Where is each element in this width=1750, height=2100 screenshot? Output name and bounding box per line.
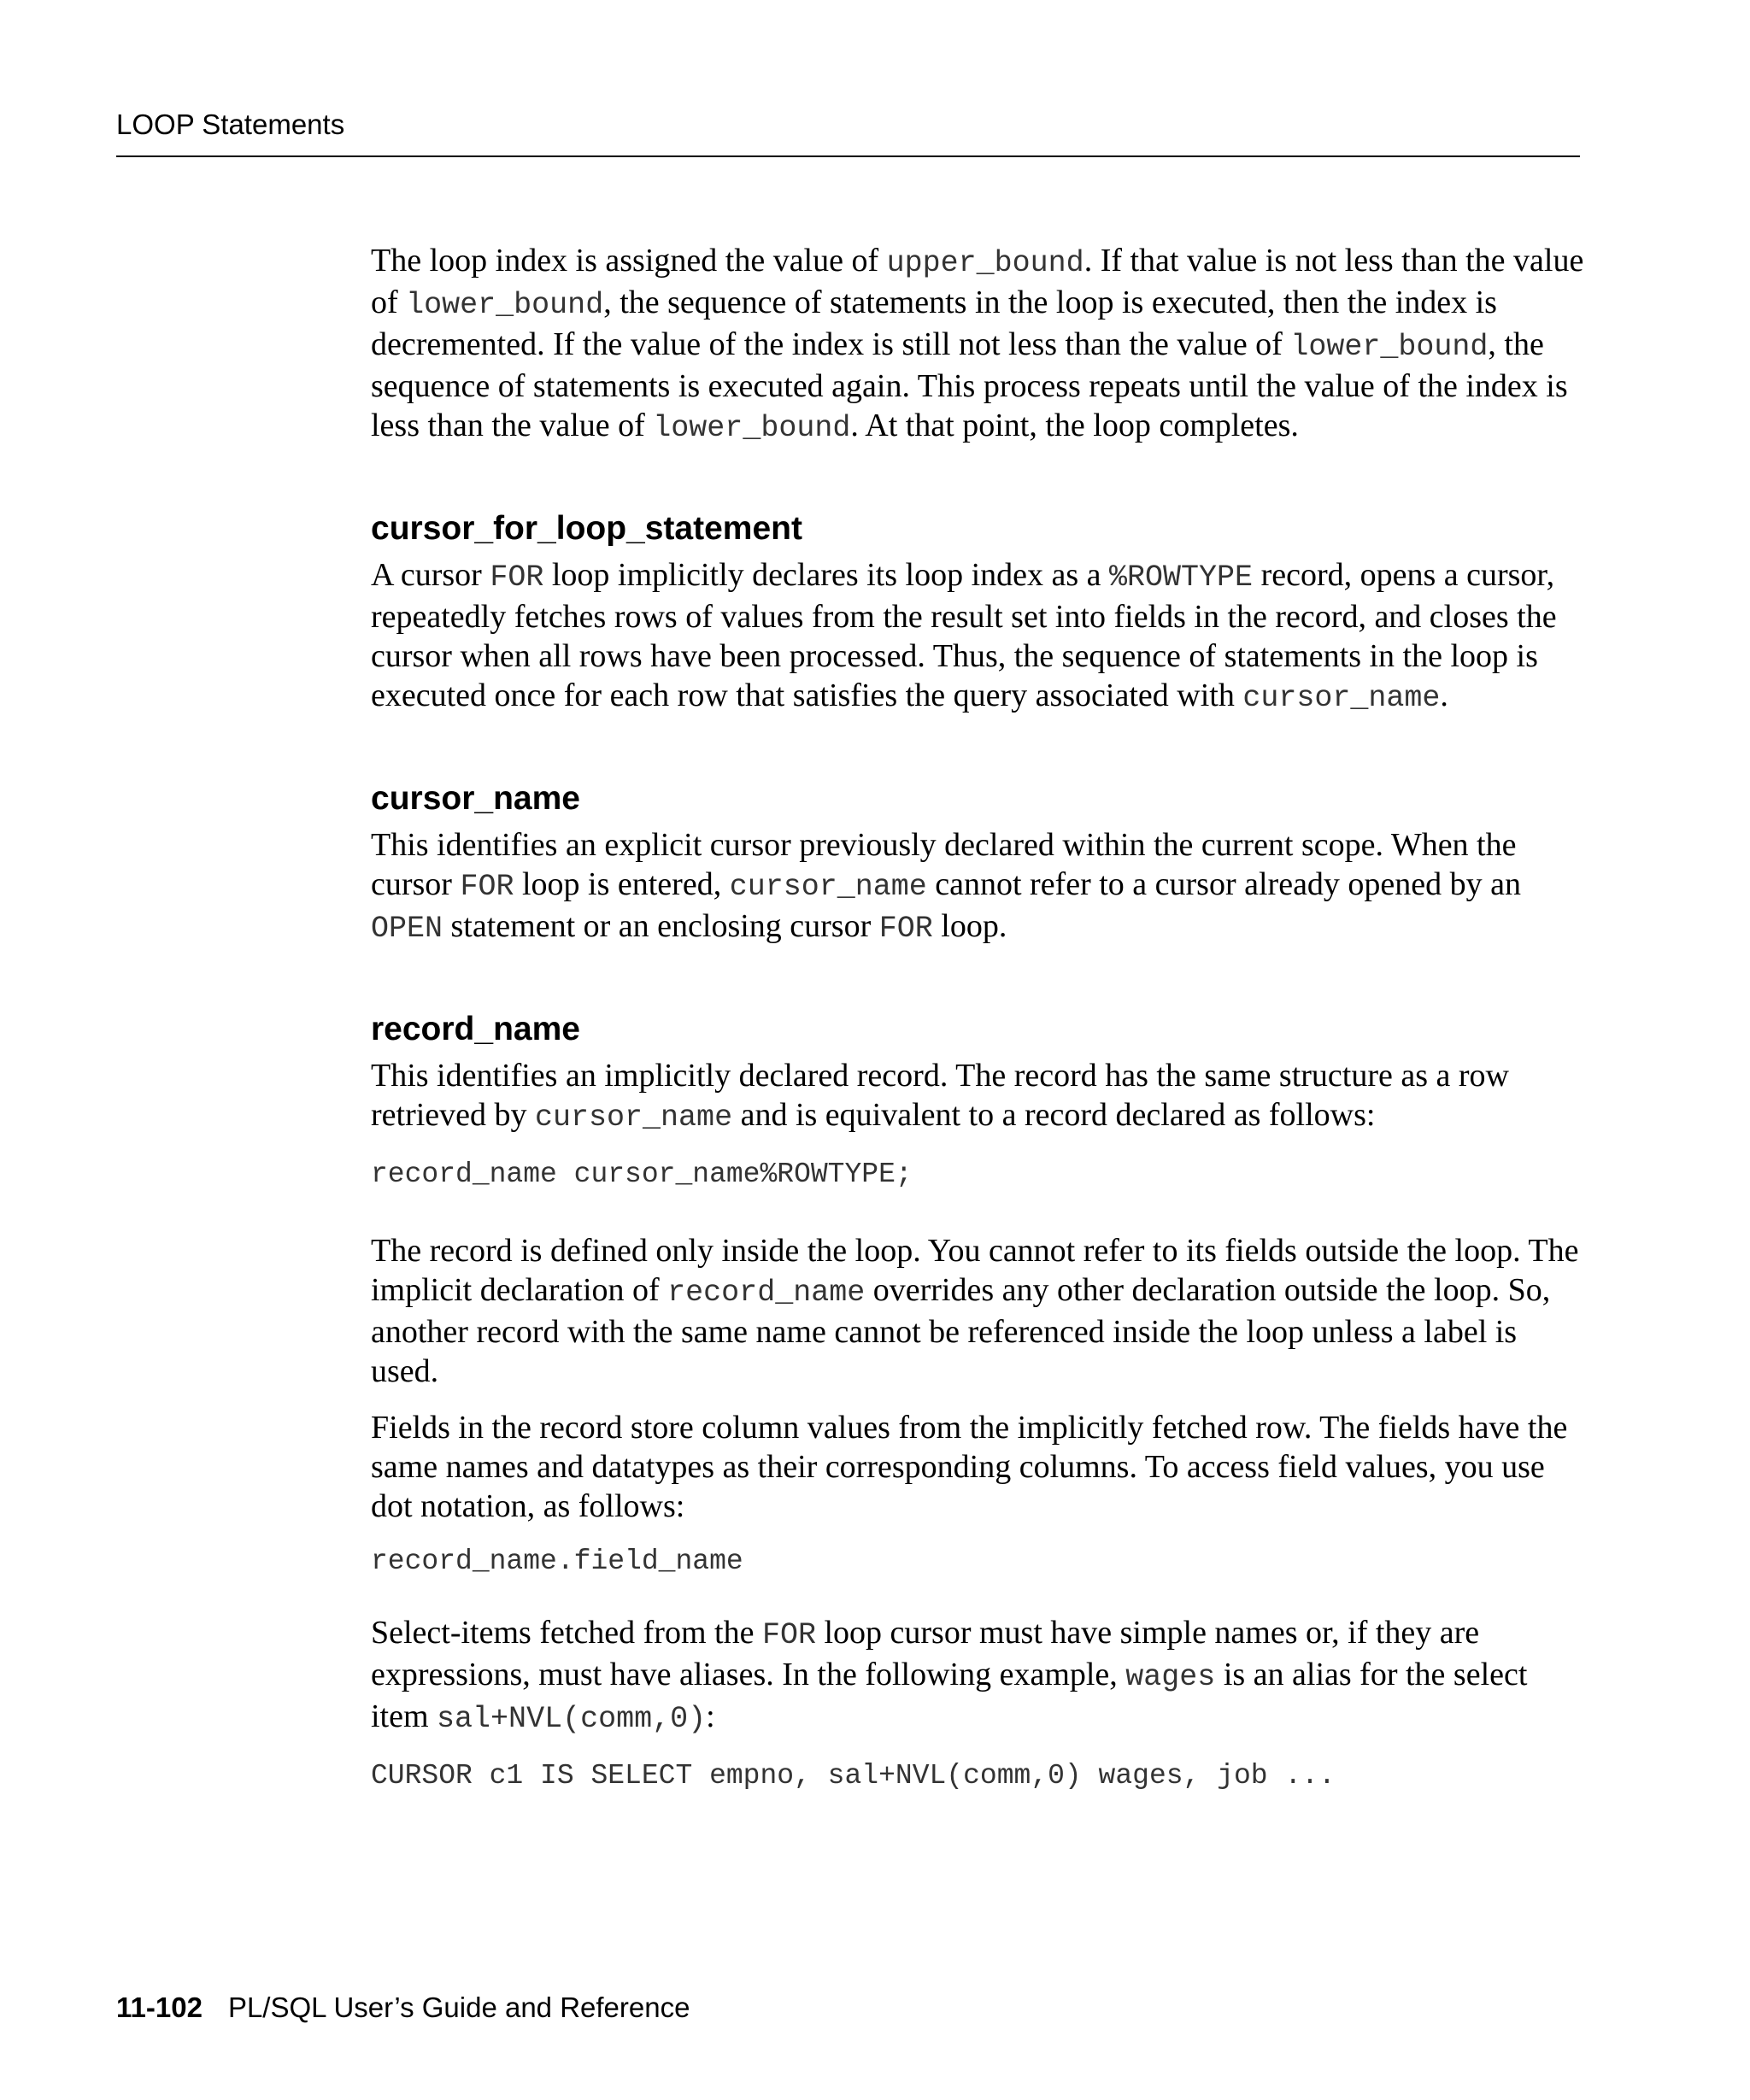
code-example-rowtype: record_name cursor_name%ROWTYPE; <box>371 1159 913 1190</box>
cursor-for-loop-paragraph: A cursor FOR loop implicitly declares its loop index as a %ROWTYPE record, opens a cursor, repeatedly fetches rows of values from the result set into fields in the record, and closes the cursor when all rows have been processed. Thus, the sequence of statements in the loop is executed once for each row that satisfies the query associated with cursor_name. <box>371 557 1557 715</box>
inline-code: upper_bound <box>886 246 1084 280</box>
inline-code: cursor_name <box>729 870 927 904</box>
book-title: PL/SQL User’s Guide and Reference <box>227 1991 690 2023</box>
running-header: LOOP Statements <box>116 109 345 140</box>
inline-code: record_name <box>667 1276 866 1310</box>
page-number: 11-102 <box>116 1991 203 2023</box>
inline-code: sal+NVL(comm,0) <box>437 1702 707 1736</box>
code-example-field-name: record_name.field_name <box>371 1546 743 1577</box>
intro-paragraph: The loop index is assigned the value of upper_bound. If that value is not less than the value of lower_bound, the sequence of statements in the loop is executed, then the index is decremented. If the value of the index is still not less than the value of lower_bound, the sequence of statements is executed again. This process repeats until the value of the index is less than the value of lower_bound. At that point, the loop completes. <box>371 243 1584 445</box>
header-rule <box>116 155 1580 157</box>
record-name-paragraph-2: The record is defined only inside the loop. You cannot refer to its fields outside the loop. The implicit declaration of record_name overrides any other declaration outside the loop. So, another record with the same name cannot be referenced inside the loop unless a label is used. <box>371 1233 1579 1389</box>
inline-code: lower_bound <box>653 411 851 445</box>
inline-code: wages <box>1125 1660 1216 1694</box>
record-name-paragraph-3: Fields in the record store column values from the implicitly fetched row. The fields have the same names and datatypes as their corresponding columns. To access field values, you use dot notation, as follows: <box>371 1410 1568 1524</box>
heading-record-name: record_name <box>371 1011 580 1047</box>
record-name-paragraph-1: This identifies an implicitly declared record. The record has the same structure as a row retrieved by cursor_name and is equivalent to a record declared as follows: <box>371 1058 1509 1135</box>
code-example-cursor: CURSOR c1 IS SELECT empno, sal+NVL(comm,0) wages, job ... <box>371 1760 1336 1792</box>
heading-cursor-name: cursor_name <box>371 780 580 817</box>
inline-code: lower_bound <box>1290 330 1489 364</box>
inline-code: FOR <box>878 912 933 946</box>
inline-code: FOR <box>490 560 544 595</box>
inline-code: FOR <box>460 870 514 904</box>
inline-code: cursor_name <box>535 1100 733 1135</box>
inline-code: %ROWTYPE <box>1109 560 1254 595</box>
inline-code: FOR <box>761 1618 816 1652</box>
running-footer <box>116 1991 690 2025</box>
main-content <box>371 241 1584 1793</box>
inline-code: OPEN <box>371 912 443 946</box>
heading-cursor-for-loop-statement: cursor_for_loop_statement <box>371 510 802 547</box>
inline-code: lower_bound <box>406 288 604 322</box>
cursor-name-paragraph: This identifies an explicit cursor previously declared within the current scope. When the cursor FOR loop is entered, cursor_name cannot refer to a cursor already opened by an OPEN statement or an enclosing cursor FOR loop. <box>371 827 1522 946</box>
inline-code: cursor_name <box>1242 681 1441 715</box>
record-name-paragraph-4: Select-items fetched from the FOR loop cursor must have simple names or, if they are expressions, must have aliases. In the following example, wages is an alias for the select item sal+NVL(comm,0): <box>371 1615 1528 1736</box>
